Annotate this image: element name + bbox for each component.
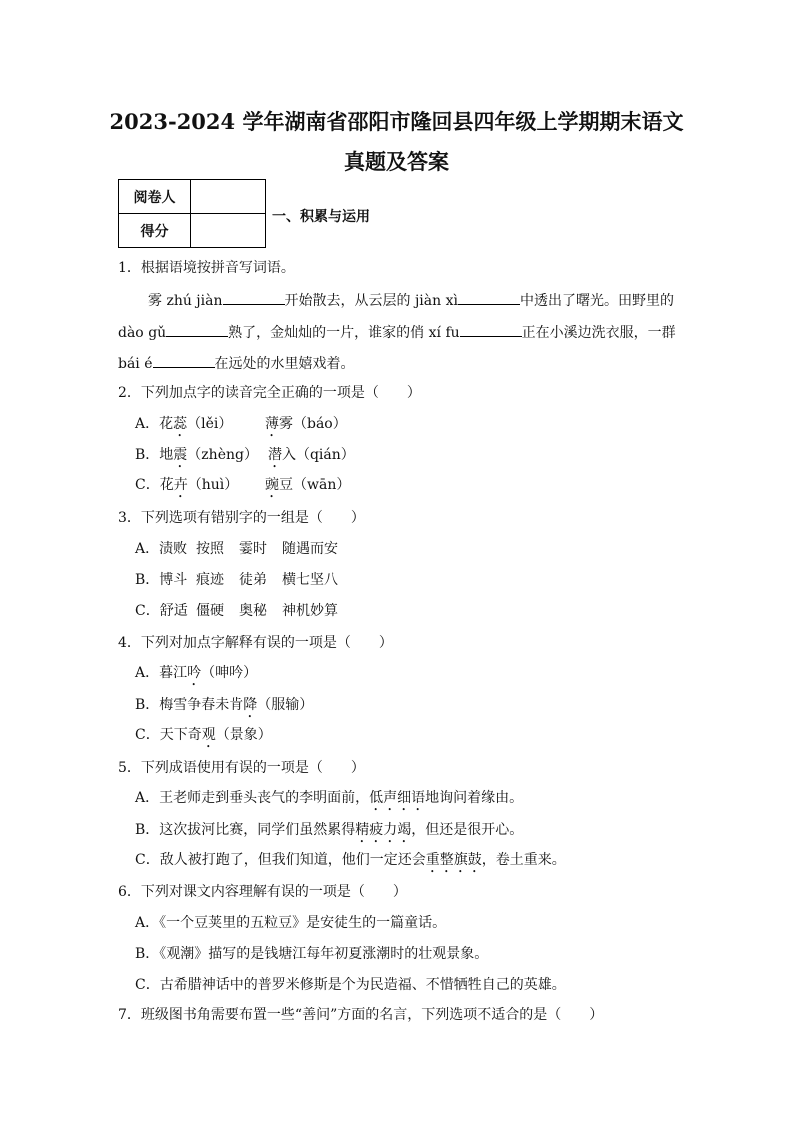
emphasized-char: 薄: [265, 416, 279, 432]
word: 神机妙算: [282, 603, 338, 619]
section-heading: 一、积累与运用: [272, 209, 370, 225]
emphasized-char: 蕊: [173, 416, 188, 432]
answer-blank[interactable]: [153, 353, 215, 368]
q2-option-b[interactable]: [135, 446, 355, 471]
score-label: 得分: [119, 214, 191, 248]
answer-blank[interactable]: [166, 322, 228, 337]
q1-text: 雾 zhú jiàn: [148, 293, 223, 309]
q4-option-b[interactable]: [135, 696, 313, 721]
option-text: （zhèng）: [187, 447, 258, 463]
option-text: A．花: [135, 416, 174, 432]
score-cell[interactable]: [191, 214, 266, 248]
word: C．舒适: [135, 603, 188, 619]
option-part-1: [135, 415, 265, 440]
option-text: B．梅雪争春未肯: [135, 697, 244, 713]
option-text: 入（qián）: [281, 447, 355, 463]
emphasized-idiom: 精疲力竭: [355, 822, 412, 838]
word: 霎时: [239, 541, 267, 557]
q1-text: bái é: [118, 356, 153, 372]
emphasized-idiom: 低声细语: [369, 790, 426, 806]
option-text: （huì）: [187, 477, 239, 493]
q1-text: 正在小溪边洗衣服，一群: [521, 325, 676, 341]
q5-stem: 5．下列成语使用有误的一项是（ ）: [118, 760, 365, 776]
option-part-1: [135, 476, 265, 501]
emphasized-char: 卉: [173, 477, 188, 493]
word: 徒弟: [239, 572, 267, 588]
q3-option-a[interactable]: [0, 540, 793, 558]
word: 奥秘: [239, 603, 267, 619]
emphasized-idiom: 重整旗鼓: [425, 852, 482, 868]
option-text: （景象）: [215, 727, 272, 743]
q1-line3: [118, 353, 355, 373]
option-text: （呻吟）: [201, 665, 258, 681]
word: 痕迹: [196, 572, 224, 588]
q1-line2: [118, 322, 676, 342]
option-text: A．暮江: [135, 665, 188, 681]
reviewer-label: 阅卷人: [119, 180, 191, 214]
q4-stem: 4．下列对加点字解释有误的一项是（ ）: [118, 635, 393, 651]
emphasized-char: 震: [173, 447, 188, 463]
q5-option-b[interactable]: [135, 821, 523, 846]
word: 横七坚八: [282, 572, 338, 588]
word: 按照: [196, 541, 224, 557]
q1-text: 熟了，金灿灿的一片，谁家的俏 xí fu: [228, 325, 460, 341]
q4-option-a[interactable]: [135, 664, 257, 689]
word: 随遇而安: [282, 541, 338, 557]
option-text: 雾（báo）: [279, 416, 347, 432]
emphasized-char: 潜: [267, 447, 282, 463]
option-text: B．地: [135, 447, 174, 463]
q7-stem: 7．班级图书角需要布置一些“善问”方面的名言，下列选项不适合的是（ ）: [118, 1007, 604, 1023]
q1-text: 在远处的水里嬉戏着。: [214, 356, 355, 372]
reviewer-cell[interactable]: [191, 180, 266, 214]
q5-option-c[interactable]: [135, 851, 566, 876]
option-text: ，但还是很开心。: [411, 822, 524, 838]
option-part-1: [135, 446, 258, 471]
q3-option-b[interactable]: [0, 571, 793, 589]
q6-stem: 6．下列对课文内容理解有误的一项是（ ）: [118, 884, 407, 900]
doc-title-line1: 2023-2024 学年湖南省邵阳市隆回县四年级上学期期末语文: [109, 109, 684, 134]
word: B．博斗: [135, 572, 188, 588]
option-text: （lěi）: [187, 416, 233, 432]
q2-option-c[interactable]: [135, 476, 350, 501]
option-text: C．花: [135, 477, 174, 493]
q6-option-c[interactable]: C．古希腊神话中的普罗米修斯是个为民造福、不惜牺牲自己的英雄。: [135, 977, 566, 993]
word: A．渍败: [135, 541, 188, 557]
option-text: 豆（wān）: [279, 477, 351, 493]
option-text: ，卷土重来。: [481, 852, 566, 868]
q2-option-a[interactable]: [135, 415, 347, 440]
q2-stem: 2．下列加点字的读音完全正确的一项是（ ）: [118, 385, 421, 401]
q3-stem: 3．下列选项有错别字的一组是（ ）: [118, 510, 365, 526]
answer-blank[interactable]: [460, 322, 522, 337]
q6-option-a[interactable]: A．《一个豆荚里的五粒豆》是安徒生的一篇童话。: [135, 915, 447, 931]
doc-title-line2: 真题及答案: [344, 149, 449, 174]
option-text: A．王老师走到垂头丧气的李明面前，: [135, 790, 370, 806]
emphasized-char: 吟: [187, 665, 202, 681]
q1-text: 开始散去，从云层的 jiàn xì: [284, 293, 458, 309]
q1-line1: [148, 290, 674, 310]
q1-text: 中透出了曙光。田野里的: [519, 293, 674, 309]
option-text: B．这次拔河比赛，同学们虽然累得: [135, 822, 356, 838]
q3-option-c[interactable]: [0, 602, 793, 620]
answer-blank[interactable]: [223, 290, 285, 305]
q4-option-c[interactable]: [135, 726, 272, 751]
emphasized-char: 观: [201, 727, 216, 743]
word: 僵硬: [196, 603, 224, 619]
q1-stem: 1．根据语境按拼音写词语。: [118, 260, 295, 276]
answer-blank[interactable]: [458, 290, 520, 305]
emphasized-char: 降: [243, 697, 258, 713]
q5-option-a[interactable]: [135, 789, 523, 814]
option-text: （服输）: [257, 697, 314, 713]
option-text: 地询问着缘由。: [425, 790, 524, 806]
q1-text: dào gǔ: [118, 325, 167, 341]
q6-option-b[interactable]: B．《观潮》描写的是钱塘江每年初夏涨潮时的壮观景象。: [135, 946, 489, 962]
option-text: C．天下奇: [135, 727, 202, 743]
score-table: [118, 179, 266, 248]
option-text: C．敌人被打跑了，但我们知道，他们一定还会: [135, 852, 426, 868]
emphasized-char: 豌: [265, 477, 279, 493]
